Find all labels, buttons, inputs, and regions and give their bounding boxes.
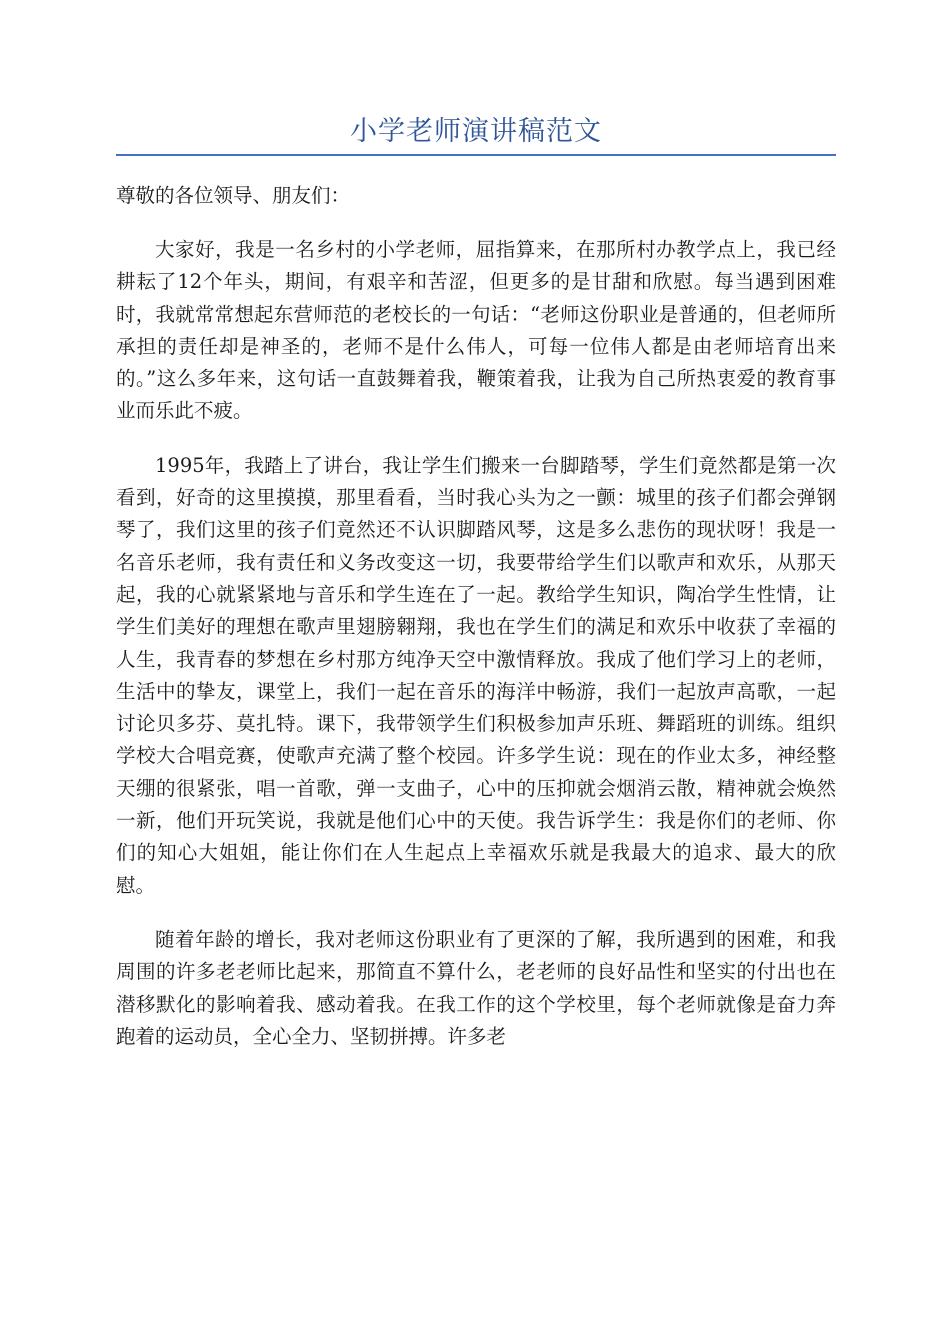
title-underline	[116, 154, 836, 156]
paragraph-2: 1995年，我踏上了讲台，我让学生们搬来一台脚踏琴，学生们竟然都是第一次看到，好奇的这里摸摸，那里看看，当时我心头为之一颤：城里的孩子们都会弹钢琴了，我们这里的孩子们竟然还不认识脚踏风琴，这是多么悲伤的现状呀！我是一名音乐老师，我有责任和义务改变这一切，我要带给学生们以歌声和欢乐，从那天起，我的心就紧紧地与音乐和学生连在了一起。教给学生知识，陶冶学生性情，让学生们美好的理想在歌声里翅膀翱翔，我也在学生们的满足和欢乐中收获了幸福的人生，我青春的梦想在乡村那方纯净天空中激情释放。我成了他们学习上的老师，生活中的挚友，课堂上，我们一起在音乐的海洋中畅游，我们一起放声高歌，一起讨论贝多芬、莫扎特。课下，我带领学生们积极参加声乐班、舞蹈班的训练。组织学校大合唱竞赛，使歌声充满了整个校园。许多学生说：现在的作业太多，神经整天绷的很紧张，唱一首歌，弹一支曲子，心中的压抑就会烟消云散，精神就会焕然一新，他们开玩笑说，我就是他们心中的天使。我告诉学生：我是你们的老师、你们的知心大姐姐，能让你们在人生起点上幸福欢乐就是我最大的追求、最大的欣慰。	[116, 453, 836, 897]
paragraph-1: 大家好，我是一名乡村的小学老师，屈指算来，在那所村办教学点上，我已经耕耘了12个年头，期间，有艰辛和苦涩，但更多的是甘甜和欣慰。每当遇到困难时，我就常常想起东营师范的老校长的一句话：“老师这份职业是普通的，但老师所承担的责任却是神圣的，老师不是什么伟人，可每一位伟人都是由老师培育出来的。”这么多年来，这句话一直鼓舞着我，鞭策着我，让我为自己所热衷爱的教育事业而乐此不疲。	[116, 238, 836, 423]
paragraph-3: 随着年龄的增长，我对老师这份职业有了更深的了解，我所遇到的困难，和我周围的许多老老师比起来，那简直不算什么，老老师的良好品性和坚实的付出也在潜移默化的影响着我、感动着我。在我工作的这个学校里，每个老师就像是奋力奔跑着的运动员，全心全力、坚韧拼搏。许多老	[116, 927, 836, 1048]
document-page	[116, 112, 836, 1053]
salutation: 尊敬的各位领导、朋友们：	[116, 184, 351, 207]
document-title: 小学老师演讲稿范文	[350, 116, 602, 147]
